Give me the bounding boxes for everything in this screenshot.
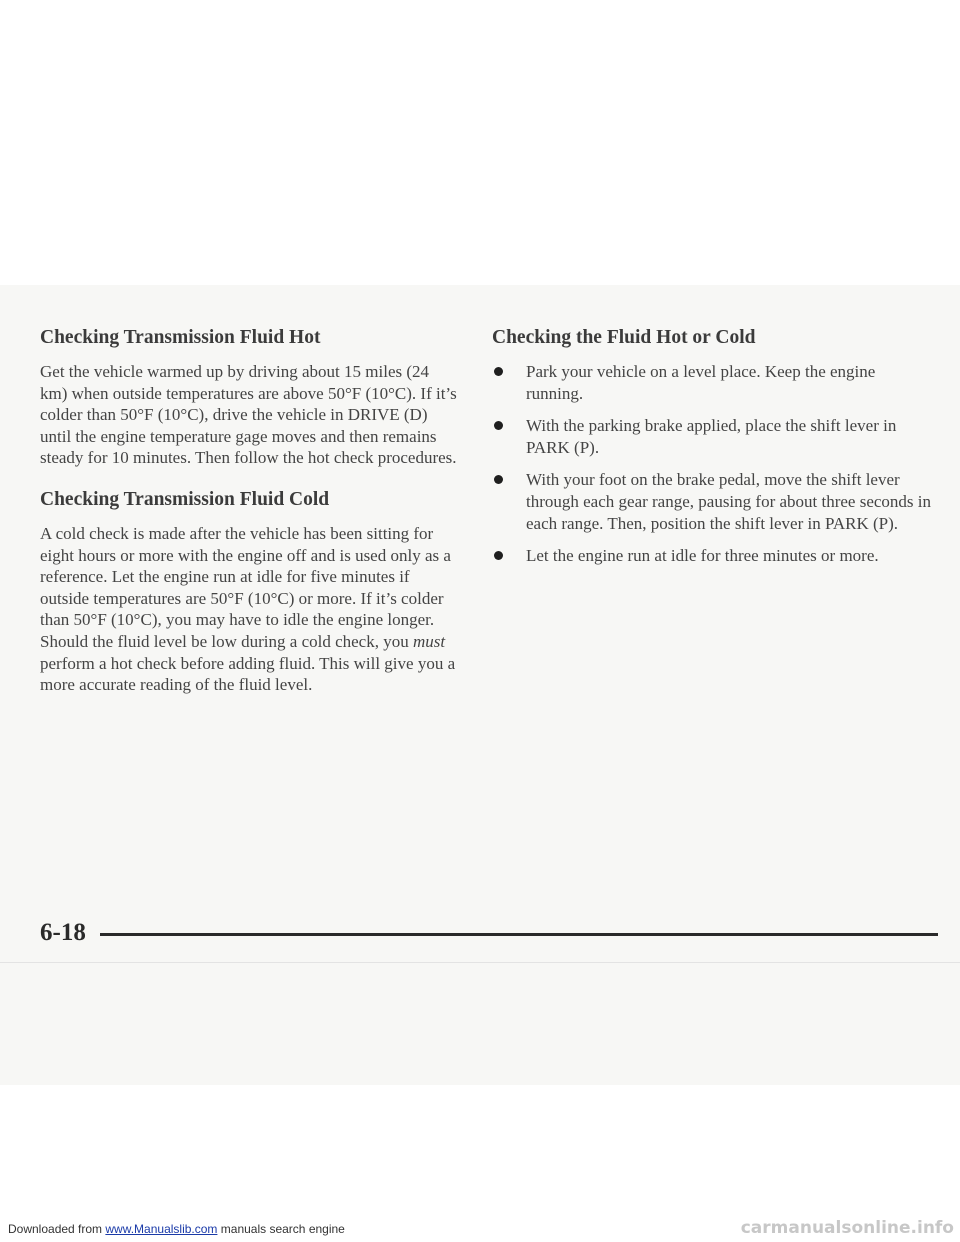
banner-suffix: manuals search engine — [217, 1222, 345, 1236]
hot-or-cold-heading: Checking the Fluid Hot or Cold — [492, 327, 756, 348]
list-item — [492, 469, 932, 534]
hot-check-heading: Checking Transmission Fluid Hot — [40, 327, 321, 348]
bullet-icon — [494, 367, 503, 376]
banner-prefix: Downloaded from — [8, 1222, 106, 1236]
list-item — [492, 545, 932, 567]
footer-rule — [100, 933, 938, 936]
list-item-text: With your foot on the brake pedal, move the shift lever through each gear range, pausing for about three seconds in each range. Then, position the shift lever in PARK (P). — [526, 470, 932, 533]
manualslib-link[interactable]: www.Manualslib.com — [105, 1222, 218, 1236]
cold-check-heading: Checking Transmission Fluid Cold — [40, 488, 330, 510]
bullet-icon — [494, 421, 503, 430]
top-blank-area — [0, 0, 960, 285]
right-column — [492, 325, 932, 578]
list-item-text: Park your vehicle on a level place. Keep the engine running. — [526, 362, 876, 403]
cold-text-part-2: perform a hot check before adding fluid. This will give you a more accurate reading of the fluid level. — [40, 653, 456, 695]
cold-check-paragraph — [40, 523, 460, 696]
bullet-icon — [494, 475, 503, 484]
list-item-text: Let the engine run at idle for three minutes or more. — [526, 546, 879, 566]
scan-divider — [0, 962, 960, 963]
cold-text-emphasis: must — [412, 631, 446, 651]
page-number: 6-18 — [40, 919, 86, 946]
site-watermark: carmanualsonline.info — [740, 1218, 954, 1238]
list-item — [492, 415, 932, 458]
procedure-list — [492, 361, 932, 567]
download-banner — [8, 1222, 345, 1236]
page-footer — [40, 918, 940, 948]
list-item — [492, 361, 932, 404]
cold-text-part-1: A cold check is made after the vehicle has been sitting for eight hours or more with the engine off and is used only as a reference. Let the engine run at idle for five minutes if outside temperatures are 50°F (10°C) or more. If it’s colder than 50°F (10°C), you may have to idle the engine longer. Should the fluid level be low during a cold check, you — [40, 523, 451, 651]
list-item-text: With the parking brake applied, place the shift lever in PARK (P). — [526, 416, 897, 457]
left-column — [40, 325, 460, 714]
bullet-icon — [494, 551, 503, 560]
hot-check-paragraph: Get the vehicle warmed up by driving about 15 miles (24 km) when outside temperatures are above 50°F (10°C). If it’s colder than 50°F (10°C), drive the vehicle in DRIVE (D) until the engine temperature gage moves and then remains steady for 10 minutes. Then follow the hot check procedures. — [40, 362, 457, 468]
